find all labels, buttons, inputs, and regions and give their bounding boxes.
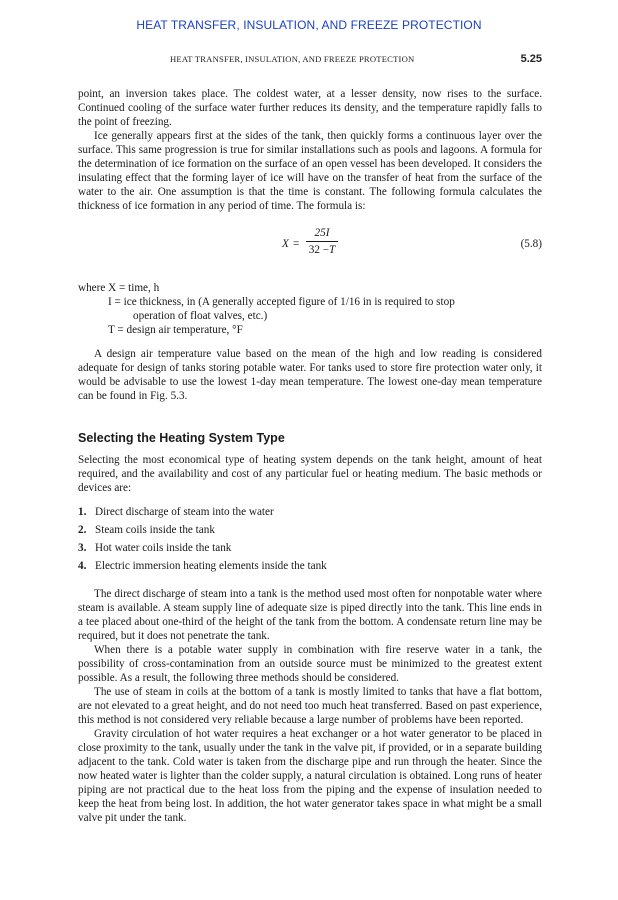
paragraph: A design air temperature value based on the mean of the high and low reading is considered adequate for design of tanks storing potable water. For tanks used to store fire protection water only, it would be advisable to use the lowest 1-day mean temperature. The lowest one-day mean temperature can be found in Fig. 5.3. xyxy=(78,348,542,402)
paragraph: The use of steam in coils at the bottom of a tank is mostly limited to tanks that have a flat bottom, are not elevated to a great height, and do not need too much heat transferred. Based on past experience, this method is not considered very reliable because a large number of problems have been reported. xyxy=(78,686,542,726)
heating-methods-list xyxy=(78,503,542,575)
formula-denominator xyxy=(306,242,338,257)
list-item: 1. Direct discharge of steam into the water xyxy=(78,506,274,518)
formula-5-8 xyxy=(78,223,542,267)
document-banner: HEAT TRANSFER, INSULATION, AND FREEZE PROTECTION xyxy=(136,18,482,32)
equation-number: (5.8) xyxy=(520,238,542,250)
formula-equals: = xyxy=(293,238,300,250)
paragraph: Gravity circulation of hot water requires a heat exchanger or a hot water generator to be placed in close proximity to the tank, usually under the tank in the valve pit, if provided, or in a separate building adjacent to the tank. Cold water is taken from the discharge pipe and run through the heater. Since the now heated water is lighter than the colder supply, a natural circulation is obtained. Long runs of heater piping are not practical due to the heat loss from the piping and the expense of insulation needed to keep the heat from being lost. In addition, the hot water generator takes space in what might be a small valve pit under the tank. xyxy=(78,728,542,824)
where-label: where xyxy=(78,282,106,294)
formula-den-const: 32 − xyxy=(308,244,330,256)
def-x: X = time, h xyxy=(108,282,160,294)
section-intro: Selecting the most economical type of heating system depends on the tank height, amount of heat required, and the availability and cost of any particular fuel or heating medium. The basic methods or devices are: xyxy=(78,454,542,494)
formula-den-var: T xyxy=(329,244,336,256)
list-item: 4. Electric immersion heating elements inside the tank xyxy=(78,560,327,572)
list-item: 3. Hot water coils inside the tank xyxy=(78,542,232,554)
variable-definitions xyxy=(78,281,542,337)
def-i-cont: operation of float valves, etc.) xyxy=(133,310,268,322)
def-t: T = design air temperature, °F xyxy=(108,324,243,336)
def-i: I = ice thickness, in (A generally accepted figure of 1/16 in is required to stop xyxy=(108,296,455,308)
page-number: 5.25 xyxy=(520,53,542,65)
paragraph: When there is a potable water supply in combination with fire reserve water in a tank, the possibility of cross-contamination from an outside source must be minimized to the greatest extent possible. As a result, the following three methods should be considered. xyxy=(78,644,542,684)
paragraph: point, an inversion takes place. The coldest water, at a lesser density, now rises to the surface. Continued cooling of the surface water further reduces its density, and the temperature rapidly falls to the point of freezing. xyxy=(78,88,542,128)
formula-lhs: X xyxy=(282,238,289,250)
formula-numerator: 25I xyxy=(306,226,338,242)
where-row xyxy=(78,281,542,295)
list-item: 2. Steam coils inside the tank xyxy=(78,524,215,536)
paragraph: Ice generally appears first at the sides of the tank, then quickly forms a continuous layer over the surface. This same progression is true for similar installations such as pools and lagoons. A formula for the determination of ice formation on the surface of an open vessel has been developed. It considers the insulating effect that the forming layer of ice will have on the transfer of heat from the surface of the water to the air. One assumption is that the time is constant. The following formula calculates the thickness of ice formation in any period of time. The formula is: xyxy=(78,130,542,212)
formula-fraction xyxy=(306,226,338,257)
section-heading: Selecting the Heating System Type xyxy=(78,431,285,445)
page-body xyxy=(78,87,542,825)
paragraph: The direct discharge of steam into a tank is the method used most often for nonpotable water where steam is available. A steam supply line of adequate size is piped directly into the tank. This line ends in a tee placed about one-third of the height of the tank from the bottom. A condensate return line may be required, but it does not penetrate the tank. xyxy=(78,588,542,642)
running-head: HEAT TRANSFER, INSULATION, AND FREEZE PROTECTION xyxy=(170,54,415,64)
